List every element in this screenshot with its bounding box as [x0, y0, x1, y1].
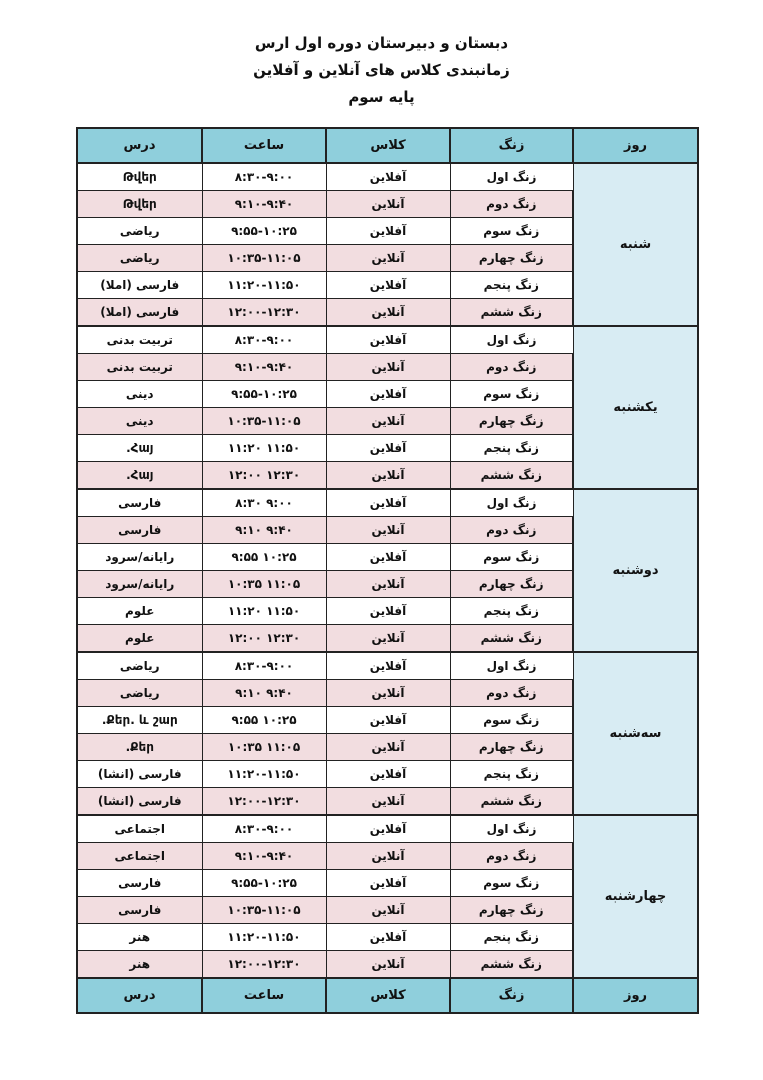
class-mode-cell: آنلاین — [326, 191, 450, 218]
bell-cell: زنگ چهارم — [450, 408, 573, 435]
subject-cell: ریاضی — [77, 652, 202, 680]
time-cell: ۱۰:۳۵ ۱۱:۰۵ — [202, 571, 326, 598]
class-mode-cell: آنلاین — [326, 788, 450, 816]
class-mode-cell: آنلاین — [326, 734, 450, 761]
bell-cell: زنگ دوم — [450, 517, 573, 544]
time-cell: ۱۲:۰۰ ۱۲:۳۰ — [202, 625, 326, 653]
subject-cell: فارسی (انشا) — [77, 788, 202, 816]
col-header-time: ساعت — [202, 128, 326, 163]
time-cell: ۹:۵۵-۱۰:۲۵ — [202, 870, 326, 897]
time-cell: ۱۰:۳۵-۱۱:۰۵ — [202, 408, 326, 435]
table-row — [77, 652, 698, 680]
col-header-class: کلاس — [326, 128, 450, 163]
subject-cell: دینی — [77, 408, 202, 435]
class-mode-cell: آنلاین — [326, 625, 450, 653]
subject-cell: فارسی (املا) — [77, 272, 202, 299]
class-mode-cell: آنلاین — [326, 571, 450, 598]
bell-cell: زنگ سوم — [450, 218, 573, 245]
time-cell: ۱۰:۳۵-۱۱:۰۵ — [202, 897, 326, 924]
day-cell: دوشنبه — [573, 489, 698, 652]
time-cell: ۸:۳۰-۹:۰۰ — [202, 326, 326, 354]
time-cell: ۹:۱۰-۹:۴۰ — [202, 191, 326, 218]
day-cell: چهارشنبه — [573, 815, 698, 978]
grade-title: پایه سوم — [348, 88, 415, 106]
schedule-table — [76, 127, 699, 1014]
time-cell: ۹:۵۵ ۱۰:۲۵ — [202, 707, 326, 734]
col-footer-time: ساعت — [202, 978, 326, 1013]
class-mode-cell: آفلاین — [326, 761, 450, 788]
bell-cell: زنگ چهارم — [450, 734, 573, 761]
bell-cell: زنگ چهارم — [450, 245, 573, 272]
subject-cell: ریاضی — [77, 245, 202, 272]
subject-cell: اجتماعی — [77, 843, 202, 870]
day-block — [77, 489, 698, 652]
footer-row — [77, 978, 698, 1013]
bell-cell: زنگ پنجم — [450, 272, 573, 299]
table-row — [77, 815, 698, 843]
subject-cell: دینی — [77, 381, 202, 408]
class-mode-cell: آنلاین — [326, 843, 450, 870]
class-mode-cell: آنلاین — [326, 462, 450, 490]
bell-cell: زنگ دوم — [450, 843, 573, 870]
bell-cell: زنگ پنجم — [450, 924, 573, 951]
day-cell: یکشنبه — [573, 326, 698, 489]
time-cell: ۱۱:۲۰-۱۱:۵۰ — [202, 272, 326, 299]
class-mode-cell: آنلاین — [326, 354, 450, 381]
table-row — [77, 489, 698, 517]
subject-cell: هنر — [77, 951, 202, 979]
bell-cell: زنگ اول — [450, 489, 573, 517]
subject-cell: فارسی — [77, 870, 202, 897]
bell-cell: زنگ اول — [450, 326, 573, 354]
subject-cell: Քեր. — [77, 734, 202, 761]
subject-cell: اجتماعی — [77, 815, 202, 843]
subject-cell: ریاضی — [77, 680, 202, 707]
day-block — [77, 326, 698, 489]
time-cell: ۹:۱۰-۹:۴۰ — [202, 354, 326, 381]
bell-cell: زنگ اول — [450, 652, 573, 680]
bell-cell: زنگ دوم — [450, 354, 573, 381]
class-mode-cell: آفلاین — [326, 598, 450, 625]
time-cell: ۸:۳۰ ۹:۰۰ — [202, 489, 326, 517]
bell-cell: زنگ سوم — [450, 707, 573, 734]
class-mode-cell: آنلاین — [326, 299, 450, 327]
bell-cell: زنگ ششم — [450, 299, 573, 327]
subject-cell: تربیت بدنی — [77, 354, 202, 381]
class-mode-cell: آفلاین — [326, 489, 450, 517]
subject-cell: Հայ. — [77, 435, 202, 462]
subject-cell: هنر — [77, 924, 202, 951]
class-mode-cell: آفلاین — [326, 218, 450, 245]
time-cell: ۸:۳۰-۹:۰۰ — [202, 163, 326, 191]
time-cell: ۹:۵۵-۱۰:۲۵ — [202, 218, 326, 245]
subject-cell: رایانه/سرود — [77, 544, 202, 571]
time-cell: ۱۰:۳۵ ۱۱:۰۵ — [202, 734, 326, 761]
class-mode-cell: آنلاین — [326, 897, 450, 924]
subject-cell: ریاضی — [77, 218, 202, 245]
bell-cell: زنگ دوم — [450, 191, 573, 218]
class-mode-cell: آنلاین — [326, 245, 450, 272]
table-row — [77, 163, 698, 191]
time-cell: ۸:۳۰-۹:۰۰ — [202, 652, 326, 680]
subject-cell: فارسی — [77, 517, 202, 544]
col-header-subject: درس — [77, 128, 202, 163]
col-footer-subject: درس — [77, 978, 202, 1013]
subject-cell: فارسی (املا) — [77, 299, 202, 327]
subject-cell: Թվեր — [77, 163, 202, 191]
time-cell: ۹:۱۰ ۹:۴۰ — [202, 680, 326, 707]
class-mode-cell: آفلاین — [326, 435, 450, 462]
time-cell: ۱۱:۲۰-۱۱:۵۰ — [202, 924, 326, 951]
schedule-title: زمانبندی کلاس های آنلاین و آفلاین — [253, 61, 510, 79]
bell-cell: زنگ ششم — [450, 625, 573, 653]
subject-cell: تربیت بدنی — [77, 326, 202, 354]
class-mode-cell: آفلاین — [326, 707, 450, 734]
time-cell: ۹:۵۵-۱۰:۲۵ — [202, 381, 326, 408]
bell-cell: زنگ سوم — [450, 870, 573, 897]
col-header-day: روز — [573, 128, 698, 163]
class-mode-cell: آفلاین — [326, 870, 450, 897]
class-mode-cell: آفلاین — [326, 381, 450, 408]
day-block — [77, 815, 698, 978]
class-mode-cell: آنلاین — [326, 951, 450, 979]
bell-cell: زنگ چهارم — [450, 897, 573, 924]
class-mode-cell: آنلاین — [326, 680, 450, 707]
col-footer-bell: زنگ — [450, 978, 573, 1013]
time-cell: ۱۱:۲۰ ۱۱:۵۰ — [202, 598, 326, 625]
time-cell: ۱۲:۰۰-۱۲:۳۰ — [202, 299, 326, 327]
class-mode-cell: آفلاین — [326, 924, 450, 951]
subject-cell: رایانه/سرود — [77, 571, 202, 598]
bell-cell: زنگ پنجم — [450, 435, 573, 462]
day-cell: شنبه — [573, 163, 698, 326]
time-cell: ۱۲:۰۰-۱۲:۳۰ — [202, 951, 326, 979]
bell-cell: زنگ سوم — [450, 381, 573, 408]
subject-cell: Թվեր — [77, 191, 202, 218]
time-cell: ۱۱:۲۰ ۱۱:۵۰ — [202, 435, 326, 462]
bell-cell: زنگ اول — [450, 815, 573, 843]
col-header-bell: زنگ — [450, 128, 573, 163]
day-block — [77, 652, 698, 815]
subject-cell: فارسی (انشا) — [77, 761, 202, 788]
class-mode-cell: آفلاین — [326, 652, 450, 680]
bell-cell: زنگ سوم — [450, 544, 573, 571]
time-cell: ۱۲:۰۰-۱۲:۳۰ — [202, 788, 326, 816]
day-block — [77, 163, 698, 326]
time-cell: ۱۱:۲۰-۱۱:۵۰ — [202, 761, 326, 788]
header-row — [77, 128, 698, 163]
school-title: دبستان و دبیرستان دوره اول ارس — [254, 34, 509, 52]
subject-cell: Հայ. — [77, 462, 202, 490]
class-mode-cell: آنلاین — [326, 408, 450, 435]
col-footer-class: کلاس — [326, 978, 450, 1013]
time-cell: ۱۲:۰۰ ۱۲:۳۰ — [202, 462, 326, 490]
class-mode-cell: آفلاین — [326, 544, 450, 571]
bell-cell: زنگ ششم — [450, 788, 573, 816]
time-cell: ۹:۱۰ ۹:۴۰ — [202, 517, 326, 544]
time-cell: ۸:۳۰-۹:۰۰ — [202, 815, 326, 843]
subject-cell: فارسی — [77, 489, 202, 517]
bell-cell: زنگ ششم — [450, 951, 573, 979]
class-mode-cell: آفلاین — [326, 326, 450, 354]
document-titles — [0, 30, 763, 111]
bell-cell: زنگ پنجم — [450, 761, 573, 788]
time-cell: ۱۰:۳۵-۱۱:۰۵ — [202, 245, 326, 272]
bell-cell: زنگ چهارم — [450, 571, 573, 598]
table-row — [77, 326, 698, 354]
day-cell: سه‌شنبه — [573, 652, 698, 815]
class-mode-cell: آفلاین — [326, 163, 450, 191]
bell-cell: زنگ پنجم — [450, 598, 573, 625]
class-mode-cell: آنلاین — [326, 517, 450, 544]
subject-cell: Քեր. և շար. — [77, 707, 202, 734]
class-mode-cell: آفلاین — [326, 815, 450, 843]
col-footer-day: روز — [573, 978, 698, 1013]
time-cell: ۹:۵۵ ۱۰:۲۵ — [202, 544, 326, 571]
bell-cell: زنگ دوم — [450, 680, 573, 707]
bell-cell: زنگ ششم — [450, 462, 573, 490]
subject-cell: فارسی — [77, 897, 202, 924]
subject-cell: علوم — [77, 625, 202, 653]
class-mode-cell: آفلاین — [326, 272, 450, 299]
subject-cell: علوم — [77, 598, 202, 625]
bell-cell: زنگ اول — [450, 163, 573, 191]
time-cell: ۹:۱۰-۹:۴۰ — [202, 843, 326, 870]
